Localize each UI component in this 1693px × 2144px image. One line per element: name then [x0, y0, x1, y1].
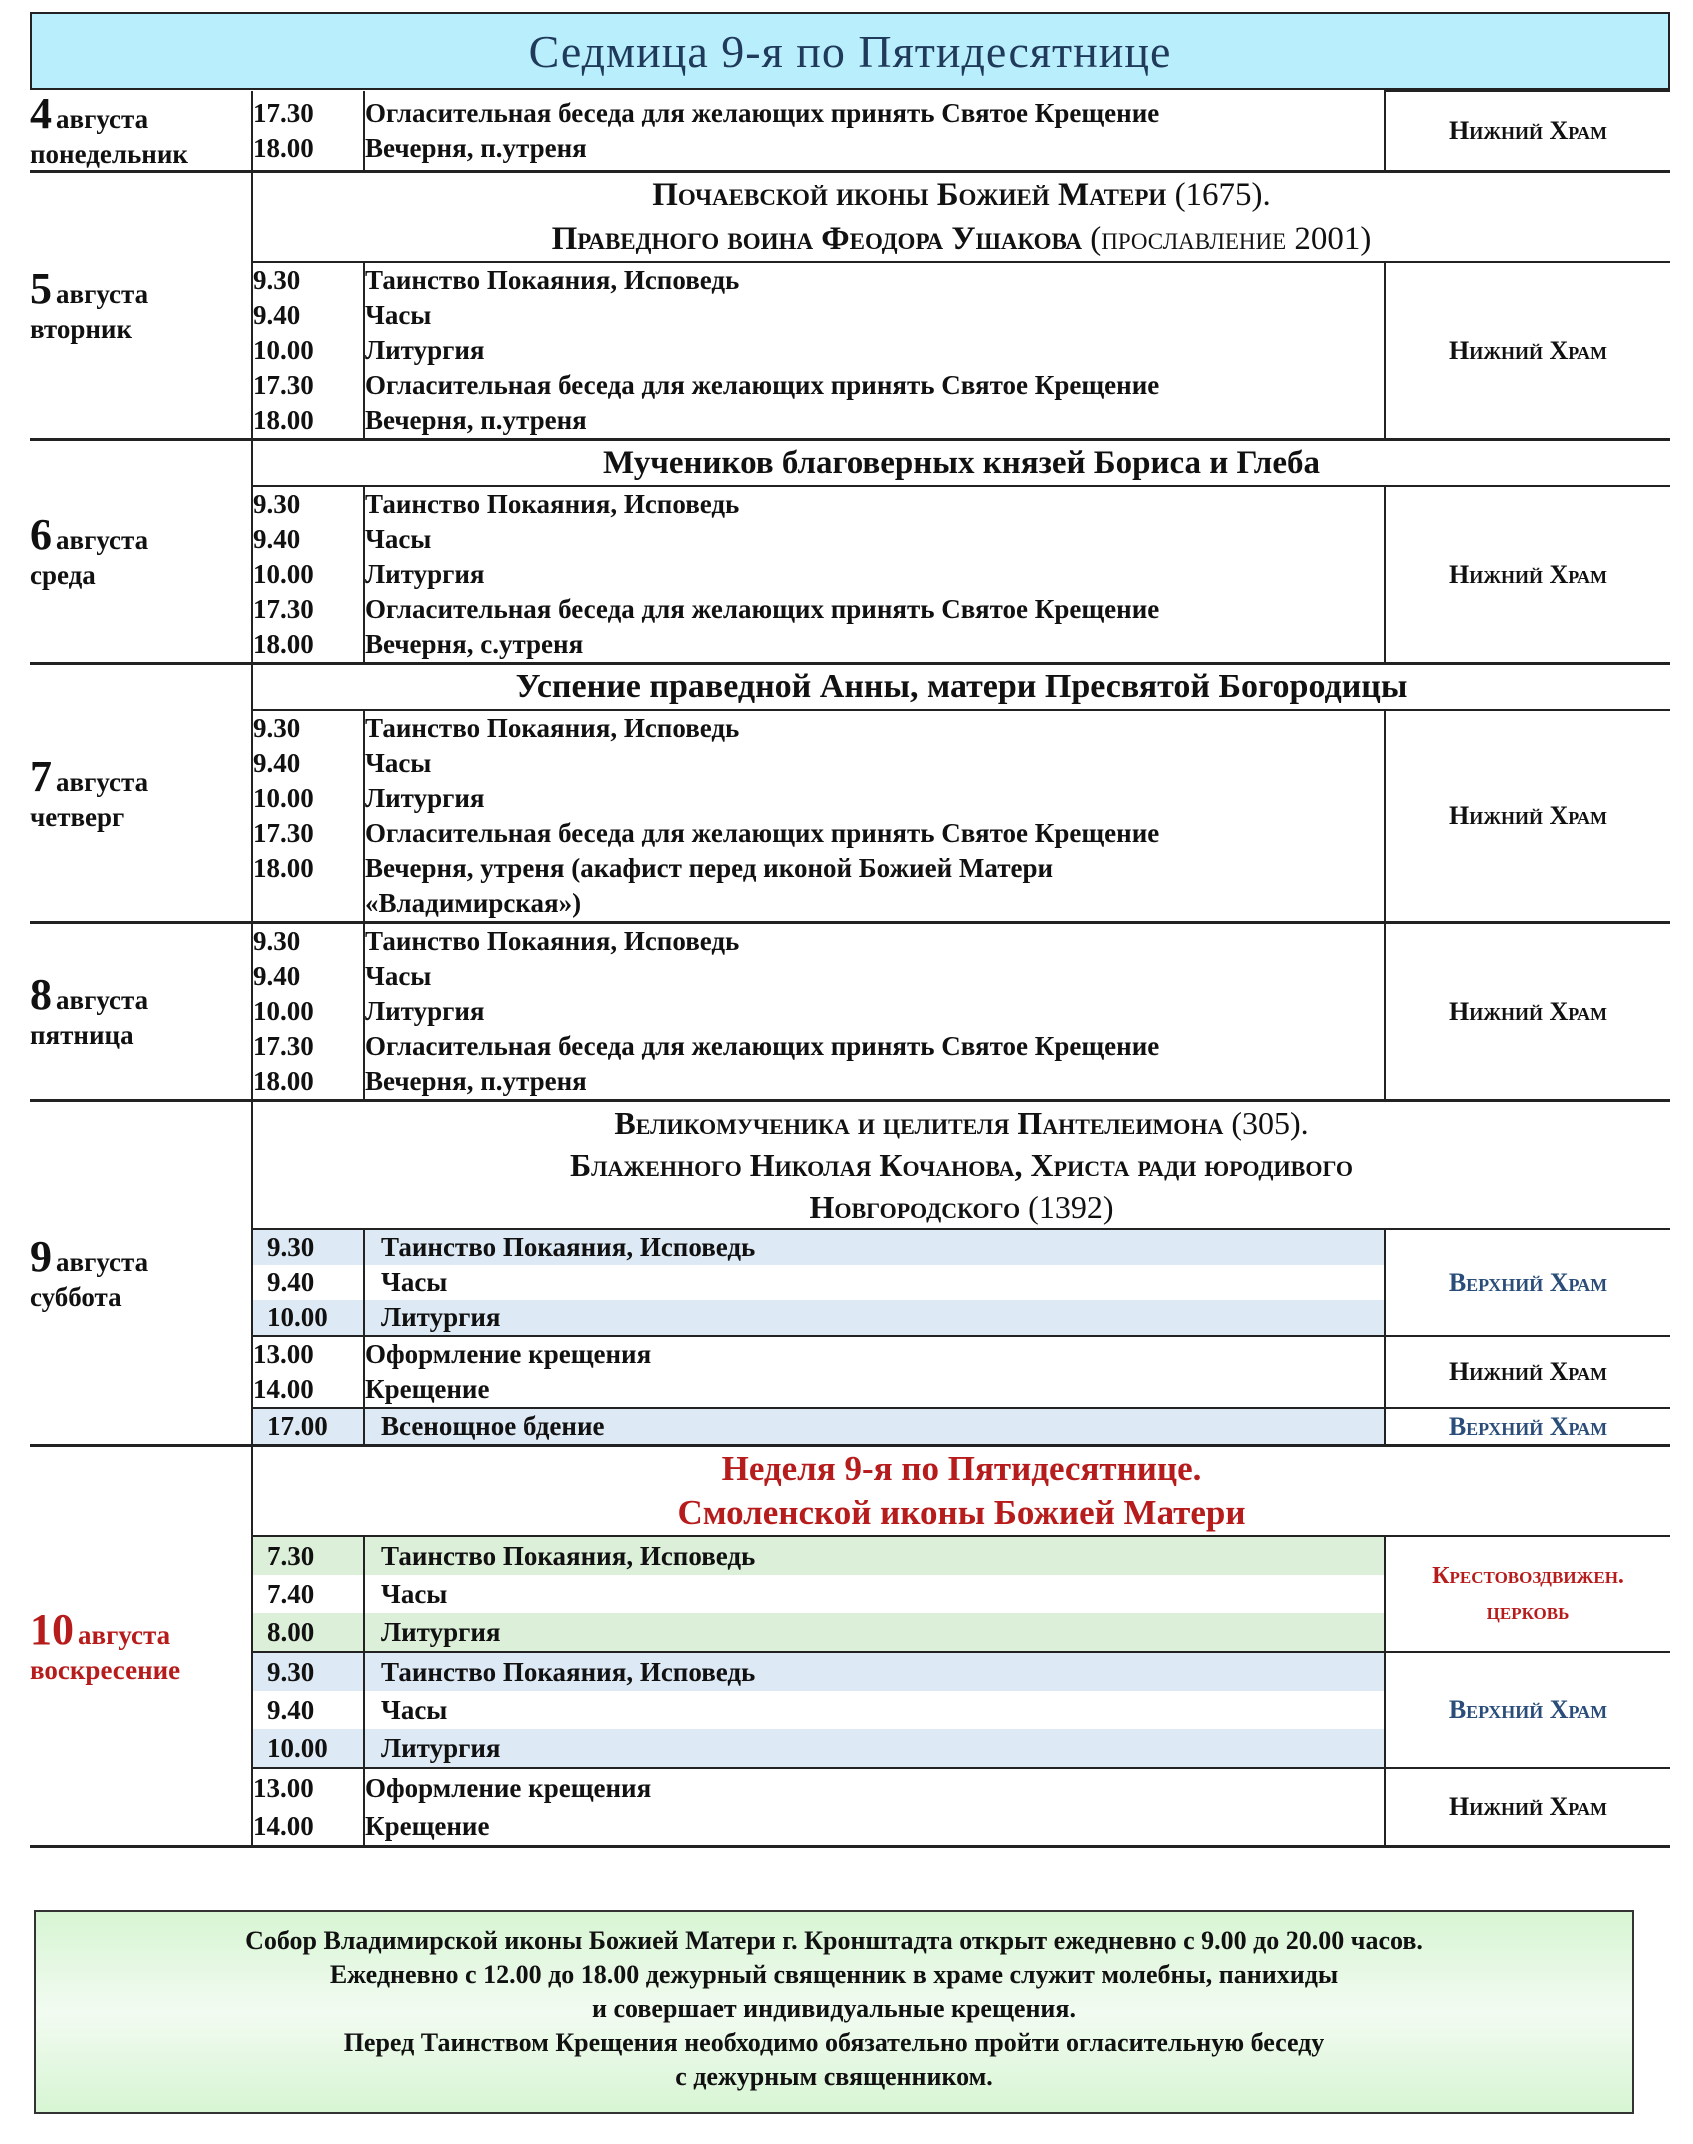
time: 9.40	[253, 524, 301, 554]
feast-heading	[252, 1446, 1670, 1537]
day-month: августа	[56, 766, 149, 797]
event: Оформление крещения	[365, 1773, 652, 1803]
event: Огласительная беседа для желающих принять Святое Крещение	[365, 97, 1160, 128]
services-row	[30, 262, 1670, 440]
time: 17.30	[253, 594, 314, 624]
times-cell	[252, 710, 364, 923]
day-weekday: воскресение	[30, 1654, 181, 1685]
place-cell: Нижний Храм	[1385, 1336, 1670, 1408]
day-weekday: суббота	[30, 1281, 122, 1312]
event: Литургия	[365, 335, 485, 365]
feast-line: Неделя 9-я по Пятидесятнице.	[721, 1449, 1202, 1488]
day-row-6	[30, 440, 1670, 487]
services-row	[30, 486, 1670, 664]
place-cell: Верхний Храм	[1385, 1408, 1670, 1446]
day-month: августа	[56, 279, 149, 309]
day-row-8	[30, 923, 1670, 1101]
schedule-page	[30, 12, 1670, 1848]
place-cell	[1385, 1536, 1670, 1652]
feast-heading	[252, 172, 1670, 263]
time: 14.00	[253, 1374, 314, 1404]
place-cell: Нижний Храм	[1385, 262, 1670, 440]
day-cell-6	[30, 440, 252, 664]
times-cell	[252, 1536, 364, 1652]
feast-year: (1675).	[1166, 177, 1271, 213]
time: 13.00	[253, 1339, 314, 1369]
day-weekday: понедельник	[30, 139, 188, 169]
place-line: церковь	[1486, 1599, 1570, 1625]
notice-line: Ежедневно с 12.00 до 18.00 дежурный священник в храме служит молебны, панихиды	[329, 1960, 1339, 1989]
event: Часы	[365, 524, 432, 554]
event: Таинство Покаяния, Исповедь	[365, 713, 740, 743]
time: 18.00	[253, 132, 314, 163]
events-cell	[364, 91, 1385, 172]
time: 17.30	[253, 370, 314, 400]
feast-note: (прославление 2001)	[1082, 221, 1372, 257]
notice-box	[34, 1910, 1634, 2114]
day-cell-9	[30, 1101, 252, 1446]
event: Крещение	[365, 1374, 490, 1404]
event: Таинство Покаяния, Исповедь	[365, 1653, 1384, 1691]
time: 9.40	[267, 1267, 315, 1297]
event: Литургия	[365, 996, 485, 1026]
event: Часы	[365, 300, 432, 330]
day-cell-5	[30, 172, 252, 440]
event: Таинство Покаяния, Исповедь	[365, 265, 740, 295]
event: Огласительная беседа для желающих принять Святое Крещение	[365, 594, 1160, 624]
time: 17.00	[253, 1409, 363, 1444]
feast-heading	[252, 1101, 1670, 1230]
time: 9.40	[253, 300, 301, 330]
event: Огласительная беседа для желающих принять Святое Крещение	[365, 370, 1160, 400]
place-cell: Нижний Храм	[1385, 1768, 1670, 1847]
time: 9.30	[253, 489, 301, 519]
place-cell: Верхний Храм	[1385, 1229, 1670, 1336]
event: Таинство Покаяния, Исповедь	[365, 489, 740, 519]
event: Таинство Покаяния, Исповедь	[365, 926, 740, 956]
events-cell	[364, 486, 1385, 664]
event: Литургия	[365, 1613, 1384, 1651]
time: 10.00	[253, 1300, 363, 1335]
event: Часы	[381, 1267, 448, 1297]
events-cell	[364, 1229, 1385, 1336]
day-month: августа	[56, 104, 149, 134]
times-cell	[252, 923, 364, 1101]
feast-year: (305).	[1223, 1105, 1309, 1141]
event: Литургия	[365, 1729, 1384, 1767]
day-weekday: четверг	[30, 801, 125, 832]
day-cell-8	[30, 923, 252, 1101]
place-cell: Нижний Храм	[1385, 923, 1670, 1101]
event: Огласительная беседа для желающих принять Святое Крещение	[365, 818, 1160, 848]
event: Таинство Покаяния, Исповедь	[365, 1230, 1384, 1265]
feast-year: (1392)	[1020, 1189, 1114, 1225]
services-row	[30, 1768, 1670, 1847]
time: 18.00	[253, 853, 314, 883]
day-number: 4	[30, 89, 52, 138]
event: Часы	[365, 748, 432, 778]
time: 13.00	[253, 1773, 314, 1803]
event: «Владимирская»)	[365, 888, 582, 918]
times-cell	[252, 1229, 364, 1336]
day-number: 8	[30, 970, 52, 1019]
event: Вечерня, п.утреня	[365, 132, 587, 163]
place-cell: Нижний Храм	[1385, 91, 1670, 172]
day-row-7	[30, 664, 1670, 711]
events-cell	[364, 1408, 1385, 1446]
day-number: 9	[30, 1231, 52, 1281]
event: Часы	[381, 1579, 448, 1609]
time: 9.30	[253, 713, 301, 743]
day-weekday: среда	[30, 560, 96, 590]
week-title-text: Седмица 9-я по Пятидесятнице	[528, 25, 1172, 77]
time: 18.00	[253, 405, 314, 435]
notice-line: с дежурным священником.	[675, 2062, 993, 2091]
time: 9.40	[253, 748, 301, 778]
time: 17.30	[253, 1031, 314, 1061]
times-cell	[252, 486, 364, 664]
day-month: августа	[56, 985, 149, 1015]
events-cell	[364, 923, 1385, 1101]
services-row	[30, 1652, 1670, 1768]
feast-line: Почаевской иконы Божией Матери	[652, 177, 1167, 213]
day-cell-4	[30, 91, 252, 172]
time: 9.40	[267, 1695, 315, 1725]
time: 9.40	[253, 961, 301, 991]
time: 17.30	[253, 97, 314, 128]
place-cell: Верхний Храм	[1385, 1652, 1670, 1768]
day-row-9	[30, 1101, 1670, 1230]
schedule-table	[30, 90, 1670, 1848]
day-cell-10	[30, 1446, 252, 1847]
time: 10.00	[253, 1729, 363, 1767]
event: Всенощное бдение	[365, 1409, 1384, 1444]
day-month: августа	[56, 1246, 149, 1277]
event: Часы	[381, 1695, 448, 1725]
event: Вечерня, с.утреня	[365, 629, 584, 659]
services-row	[30, 710, 1670, 923]
day-cell-7	[30, 664, 252, 923]
services-row	[30, 1536, 1670, 1652]
event: Вечерня, п.утреня	[365, 405, 587, 435]
time: 9.30	[253, 1230, 363, 1265]
time: 18.00	[253, 629, 314, 659]
event: Литургия	[365, 783, 485, 813]
day-month: августа	[78, 1619, 171, 1650]
day-row-10	[30, 1446, 1670, 1537]
times-cell	[252, 91, 364, 172]
events-cell	[364, 1652, 1385, 1768]
day-number: 10	[30, 1604, 74, 1654]
time: 8.00	[253, 1613, 363, 1651]
time: 7.40	[267, 1579, 315, 1609]
event: Вечерня, утреня (акафист перед иконой Божией Матери	[365, 853, 1054, 883]
event: Вечерня, п.утреня	[365, 1066, 587, 1096]
services-row	[30, 1408, 1670, 1446]
day-row-5	[30, 172, 1670, 263]
place-cell: Нижний Храм	[1385, 710, 1670, 923]
events-cell	[364, 1536, 1385, 1652]
times-cell	[252, 1408, 364, 1446]
events-cell	[364, 1768, 1385, 1847]
events-cell	[364, 710, 1385, 923]
notice-line: и совершает индивидуальные крещения.	[592, 1994, 1076, 2023]
times-cell	[252, 1768, 364, 1847]
time: 10.00	[253, 559, 314, 589]
event: Огласительная беседа для желающих принять Святое Крещение	[365, 1031, 1160, 1061]
time: 9.30	[253, 1653, 363, 1691]
time: 14.00	[253, 1811, 314, 1841]
event: Таинство Покаяния, Исповедь	[365, 1537, 1384, 1575]
times-cell	[252, 1336, 364, 1408]
times-cell	[252, 262, 364, 440]
day-row-4	[30, 91, 1670, 172]
services-row	[30, 1336, 1670, 1408]
day-month: августа	[56, 525, 149, 555]
time: 17.30	[253, 818, 314, 848]
time: 9.30	[253, 265, 301, 295]
time: 10.00	[253, 335, 314, 365]
feast-line: Блаженного Николая Кочанова, Христа ради юродивого	[569, 1147, 1354, 1183]
events-cell	[364, 262, 1385, 440]
event: Оформление крещения	[365, 1339, 652, 1369]
event: Литургия	[365, 1300, 1384, 1335]
place-cell: Нижний Храм	[1385, 486, 1670, 664]
feast-heading: Успение праведной Анны, матери Пресвятой Богородицы	[252, 664, 1670, 711]
day-number: 7	[30, 751, 52, 801]
feast-line: Великомученика и целителя Пантелеимона	[614, 1105, 1224, 1141]
event: Часы	[365, 961, 432, 991]
time: 7.30	[253, 1537, 363, 1575]
time: 10.00	[253, 996, 314, 1026]
week-title	[30, 14, 1670, 90]
event: Литургия	[365, 559, 485, 589]
notice-line: Перед Таинством Крещения необходимо обязательно пройти огласительную беседу	[343, 2028, 1325, 2057]
time: 18.00	[253, 1066, 314, 1096]
events-cell	[364, 1336, 1385, 1408]
notice-line: Собор Владимирской иконы Божией Матери г. Кронштадта открыт ежедневно с 9.00 до 20.00 часов.	[245, 1926, 1423, 1955]
feast-line: Смоленской иконы Божией Матери	[677, 1493, 1246, 1532]
feast-heading: Мучеников благоверных князей Бориса и Глеба	[252, 440, 1670, 487]
feast-line: Новгородского	[809, 1189, 1021, 1225]
day-weekday: вторник	[30, 314, 133, 344]
time: 10.00	[253, 783, 314, 813]
day-weekday: пятница	[30, 1020, 134, 1050]
time	[253, 886, 363, 921]
day-number: 5	[30, 264, 52, 313]
event: Крещение	[365, 1811, 490, 1841]
place-line: Крестовоздвижен.	[1432, 1563, 1624, 1589]
feast-line: Праведного воина Феодора Ушакова	[551, 221, 1082, 257]
services-row	[30, 1229, 1670, 1336]
time: 9.30	[253, 926, 301, 956]
times-cell	[252, 1652, 364, 1768]
day-number: 6	[30, 510, 52, 559]
